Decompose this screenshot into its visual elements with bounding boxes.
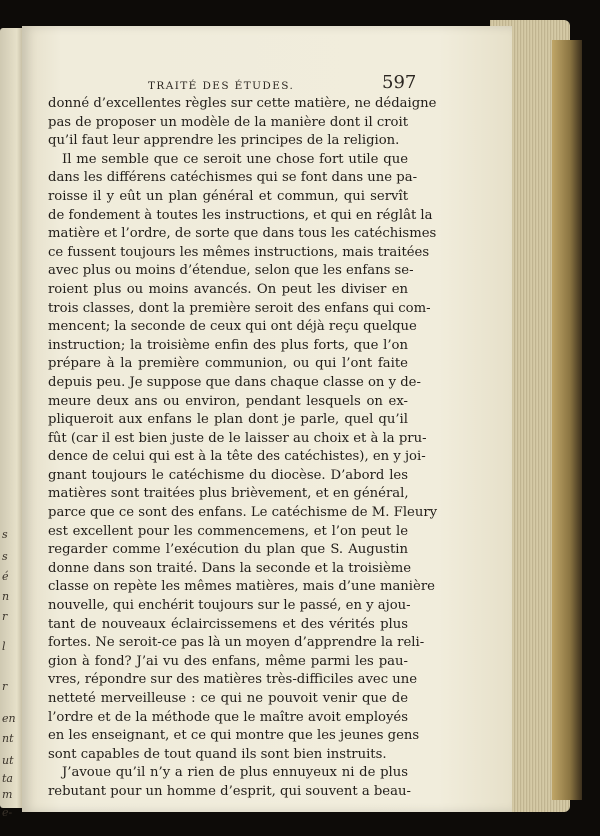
left-margin-fragment: r bbox=[2, 680, 8, 693]
text-line: J’avoue qu’il n’y a rien de plus ennuyeux ni de plus bbox=[62, 765, 408, 781]
text-line: meure deux ans ou environ, pendant lesquels on ex- bbox=[48, 393, 408, 409]
left-margin-fragment: s bbox=[2, 550, 8, 563]
text-line: pas de proposer un modèle de la manière dont il croit bbox=[48, 114, 408, 130]
text-line: instruction; la troisième enfin des plus forts, que l’on bbox=[48, 337, 408, 353]
left-margin-fragment: nt bbox=[2, 732, 14, 745]
text-line: roisse il y eût un plan général et commun, qui servît bbox=[48, 188, 408, 204]
text-line: matière et l’ordre, de sorte que dans tous les catéchismes bbox=[48, 226, 437, 242]
text-line: parce que ce sont des enfans. Le catéchisme de M. Fleury bbox=[48, 505, 438, 521]
text-line: classe on repète les mêmes matières, mais d’une manière bbox=[48, 579, 435, 595]
left-margin-fragment: en bbox=[2, 712, 16, 725]
text-line: fortes. Ne seroit-ce pas là un moyen d’apprendre la reli- bbox=[48, 635, 425, 651]
text-line: rebutant pour un homme d’esprit, qui souvent a beau- bbox=[48, 783, 411, 799]
text-line: est excellent pour les commencemens, et l’on peut le bbox=[48, 523, 408, 539]
text-line: sont capables de tout quand ils sont bien instruits. bbox=[48, 746, 387, 762]
body-text bbox=[48, 95, 438, 802]
left-margin-fragment: m bbox=[2, 788, 13, 801]
text-line: prépare à la première communion, ou qui l’ont faite bbox=[48, 356, 408, 372]
text-line: depuis peu. Je suppose que dans chaque classe on y de- bbox=[48, 374, 421, 390]
text-line: tant de nouveaux éclaircissemens et des vérités plus bbox=[48, 616, 408, 632]
text-line: donne dans son traité. Dans la seconde et la troisième bbox=[48, 560, 412, 576]
text-line: netteté merveilleuse : ce qui ne pouvoit venir que de bbox=[48, 691, 408, 706]
left-margin-fragment: l bbox=[2, 640, 6, 653]
text-line: regarder comme l’exécution du plan que S. Augustin bbox=[48, 542, 408, 558]
text-line: nouvelle, qui enchérit toujours sur le passé, en y ajou- bbox=[48, 598, 411, 614]
text-line: ce fussent toujours les mêmes instructions, mais traitées bbox=[48, 244, 430, 260]
text-line: trois classes, dont la première seroit des enfans qui com- bbox=[48, 300, 431, 316]
text-line: vres, répondre sur des matières très-difficiles avec une bbox=[48, 672, 418, 688]
left-margin-fragment: n bbox=[2, 590, 10, 603]
text-line: dans les différens catéchismes qui se font dans une pa- bbox=[48, 170, 418, 186]
text-line: de fondement à toutes les instructions, et qui en réglât la bbox=[48, 207, 433, 223]
left-margin-fragment: s bbox=[2, 528, 8, 541]
text-line: en les enseignant, et ce qui montre que les jeunes gens bbox=[48, 728, 420, 744]
left-margin-fragment: r bbox=[2, 610, 8, 623]
text-line: fût (car il est bien juste de le laisser au choix et à la pru- bbox=[48, 430, 427, 446]
text-line: pliqueroit aux enfans le plan dont je parle, quel qu’il bbox=[48, 412, 408, 428]
text-line: mencent; la seconde de ceux qui ont déjà reçu quelque bbox=[48, 319, 417, 335]
text-line: Il me semble que ce seroit une chose fort utile que bbox=[62, 151, 408, 167]
text-line: dence de celui qui est à la tête des catéchistes), en y joi- bbox=[48, 449, 426, 465]
text-line: donné d’excellentes règles sur cette matière, ne dédaigne bbox=[48, 96, 437, 111]
text-line: gnant toujours le catéchisme du diocèse. D’abord les bbox=[48, 467, 408, 483]
text-line: l’ordre et de la méthode que le maître avoit employés bbox=[48, 709, 408, 725]
text-line: avec plus ou moins d’étendue, selon que les enfans se- bbox=[48, 263, 414, 279]
left-margin-fragment: é bbox=[2, 570, 9, 583]
page-number: 597 bbox=[382, 72, 417, 93]
left-margin-fragment: ut bbox=[2, 754, 14, 767]
book-cover-edge bbox=[552, 40, 582, 800]
running-title: TRAITÉ DES ÉTUDES. bbox=[148, 80, 295, 92]
text-line: gion à fond? J’ai vu des enfans, même parmi les pau- bbox=[48, 653, 408, 669]
text-line: roient plus ou moins avancés. On peut les diviser en bbox=[48, 281, 408, 297]
text-line: matières sont traitées plus brièvement, et en général, bbox=[48, 486, 409, 502]
left-margin-fragment: e- bbox=[2, 806, 13, 819]
left-margin-fragment: ta bbox=[2, 772, 13, 785]
text-line: qu’il faut leur apprendre les principes de la religion. bbox=[48, 133, 400, 149]
